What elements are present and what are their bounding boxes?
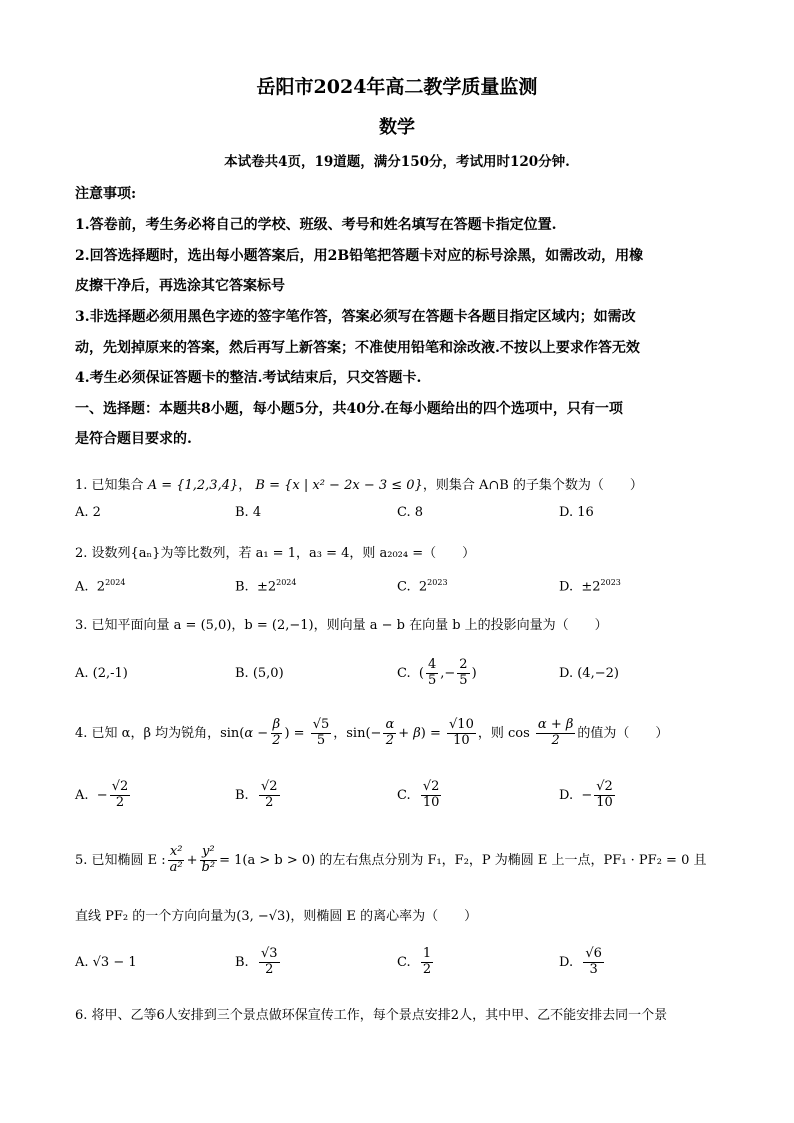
question-2-stem: 2. 设数列{aₙ}为等比数列，若 a₁ = 1，a₃ = 4，则 a₂₀₂₄ =（ ） bbox=[75, 546, 476, 561]
section1-line2: 是符合题目要求的. bbox=[75, 431, 192, 447]
q2-option-a[interactable]: A. $2^{2024}$ bbox=[75, 578, 126, 595]
q3-option-d[interactable]: D. (4,−2) bbox=[559, 666, 619, 681]
q3-option-a[interactable]: A. (2,-1) bbox=[75, 666, 128, 681]
q5-option-c[interactable]: C. $\frac{1}{2}$ bbox=[397, 946, 432, 977]
question-4-options bbox=[75, 780, 725, 820]
q4-option-c[interactable]: C. $\frac{√2}{10}$ bbox=[397, 779, 440, 810]
q1-separator: ， bbox=[238, 478, 252, 493]
q5-option-a[interactable]: A. √3 − 1 bbox=[75, 955, 137, 970]
exam-title: 岳阳市2024年高二教学质量监测 bbox=[256, 76, 538, 98]
note-4: 4.考生必须保证答题卡的整洁.考试结束后，只交答题卡. bbox=[75, 370, 422, 386]
q1-option-a[interactable]: A. 2 bbox=[75, 505, 101, 520]
q1-set-b: B = {x | x² − 2x − 3 ≤ 0} bbox=[255, 478, 423, 493]
question-1-options bbox=[75, 505, 725, 531]
q1-set-a: A = {1,2,3,4} bbox=[147, 478, 239, 493]
q1-tail: ，则集合 A∩B 的子集个数为（ ） bbox=[422, 478, 643, 493]
note-3-line1: 3.非选择题必须用黑色字迹的签字笔作答，答案必须写在答题卡各题目指定区域内；如需改 bbox=[75, 309, 636, 325]
section1-line1: 一、选择题：本题共8小题，每小题5分，共40分.在每小题给出的四个选项中，只有一项 bbox=[75, 401, 623, 417]
exam-info: 本试卷共4页，19道题，满分150分，考试用时120分钟. bbox=[224, 154, 570, 170]
q2-option-c[interactable]: C. $2^{2023}$ bbox=[397, 578, 448, 595]
question-5-stem-line1: 5. 已知椭圆 E : $\frac{\text{x²}}{\text{a²}}$ + $\frac{\text{y²}}{\text{b²}}$ = 1(a > b > 0) 的左右焦点分别为 F₁，F₂，P 为椭圆 E 上一点，PF₁ · PF₂ = 0 且 bbox=[75, 844, 707, 875]
q1-option-d[interactable]: D. 16 bbox=[559, 505, 594, 520]
question-2-options bbox=[75, 578, 725, 604]
subject-title: 数学 bbox=[379, 117, 415, 138]
question-1-stem bbox=[75, 474, 643, 493]
q5-option-d[interactable]: D. $\frac{√6}{3}$ bbox=[559, 946, 602, 977]
note-2-line1: 2.回答选择题时，选出每小题答案后，用2B铅笔把答题卡对应的标号涂黑，如需改动，用橡 bbox=[75, 248, 644, 264]
question-5-stem-line2: 直线 PF₂ 的一个方向向量为(3, −√3)，则椭圆 E 的离心率为（ ） bbox=[75, 909, 478, 924]
q4-option-b[interactable]: B. $\frac{√2}{2}$ bbox=[235, 779, 278, 810]
note-1: 1.答卷前，考生务必将自己的学校、班级、考号和姓名填写在答题卡指定位置. bbox=[75, 217, 557, 233]
q5-option-b[interactable]: B. $\frac{√3}{2}$ bbox=[235, 946, 278, 977]
question-3-stem: 3. 已知平面向量 a = (5,0)，b = (2,−1)，则向量 a − b 在向量 b 上的投影向量为（ ） bbox=[75, 618, 608, 633]
q1-option-b[interactable]: B. 4 bbox=[235, 505, 262, 520]
q2-option-d[interactable]: D. $\pm 2^{2023}$ bbox=[559, 578, 621, 595]
q2-option-b[interactable]: B. $\pm 2^{2024}$ bbox=[235, 578, 297, 595]
q4-option-a[interactable]: A. − $\frac{√2}{2}$ bbox=[75, 779, 129, 810]
q1-option-c[interactable]: C. 8 bbox=[397, 505, 424, 520]
q4-option-d[interactable]: D. − $\frac{√2}{10}$ bbox=[559, 779, 613, 810]
q3-option-b[interactable]: B. (5,0) bbox=[235, 666, 284, 681]
note-3-line2: 动，先划掉原来的答案，然后再写上新答案；不准使用铅笔和涂改液.不按以上要求作答无效 bbox=[75, 340, 640, 356]
question-4-stem: 4. 已知 α，β 均为锐角，sin(α − $\frac{\beta}{2}$ ) = $\frac{√5}{5}$ ，sin(− $\frac{\alpha}{2}$ + β) = $\frac{√10}{10}$ ，则 cos $\frac{\alpha + \beta}{2}$ 的值为（ ） bbox=[75, 717, 669, 748]
notes-heading: 注意事项: bbox=[75, 186, 137, 202]
q3-option-c[interactable]: C. ( $\frac{4}{5}$ ,− $\frac{2}{5}$ ) bbox=[397, 657, 477, 688]
question-5-options bbox=[75, 947, 725, 987]
question-6-stem: 6. 将甲、乙等6人安排到三个景点做环保宣传工作，每个景点安排2人，其中甲、乙不能安排去同一个景 bbox=[75, 1008, 668, 1023]
question-3-options bbox=[75, 658, 725, 698]
q1-prefix: 1. 已知集合 bbox=[75, 478, 144, 493]
note-2-line2: 皮擦干净后，再选涂其它答案标号 bbox=[75, 278, 285, 294]
